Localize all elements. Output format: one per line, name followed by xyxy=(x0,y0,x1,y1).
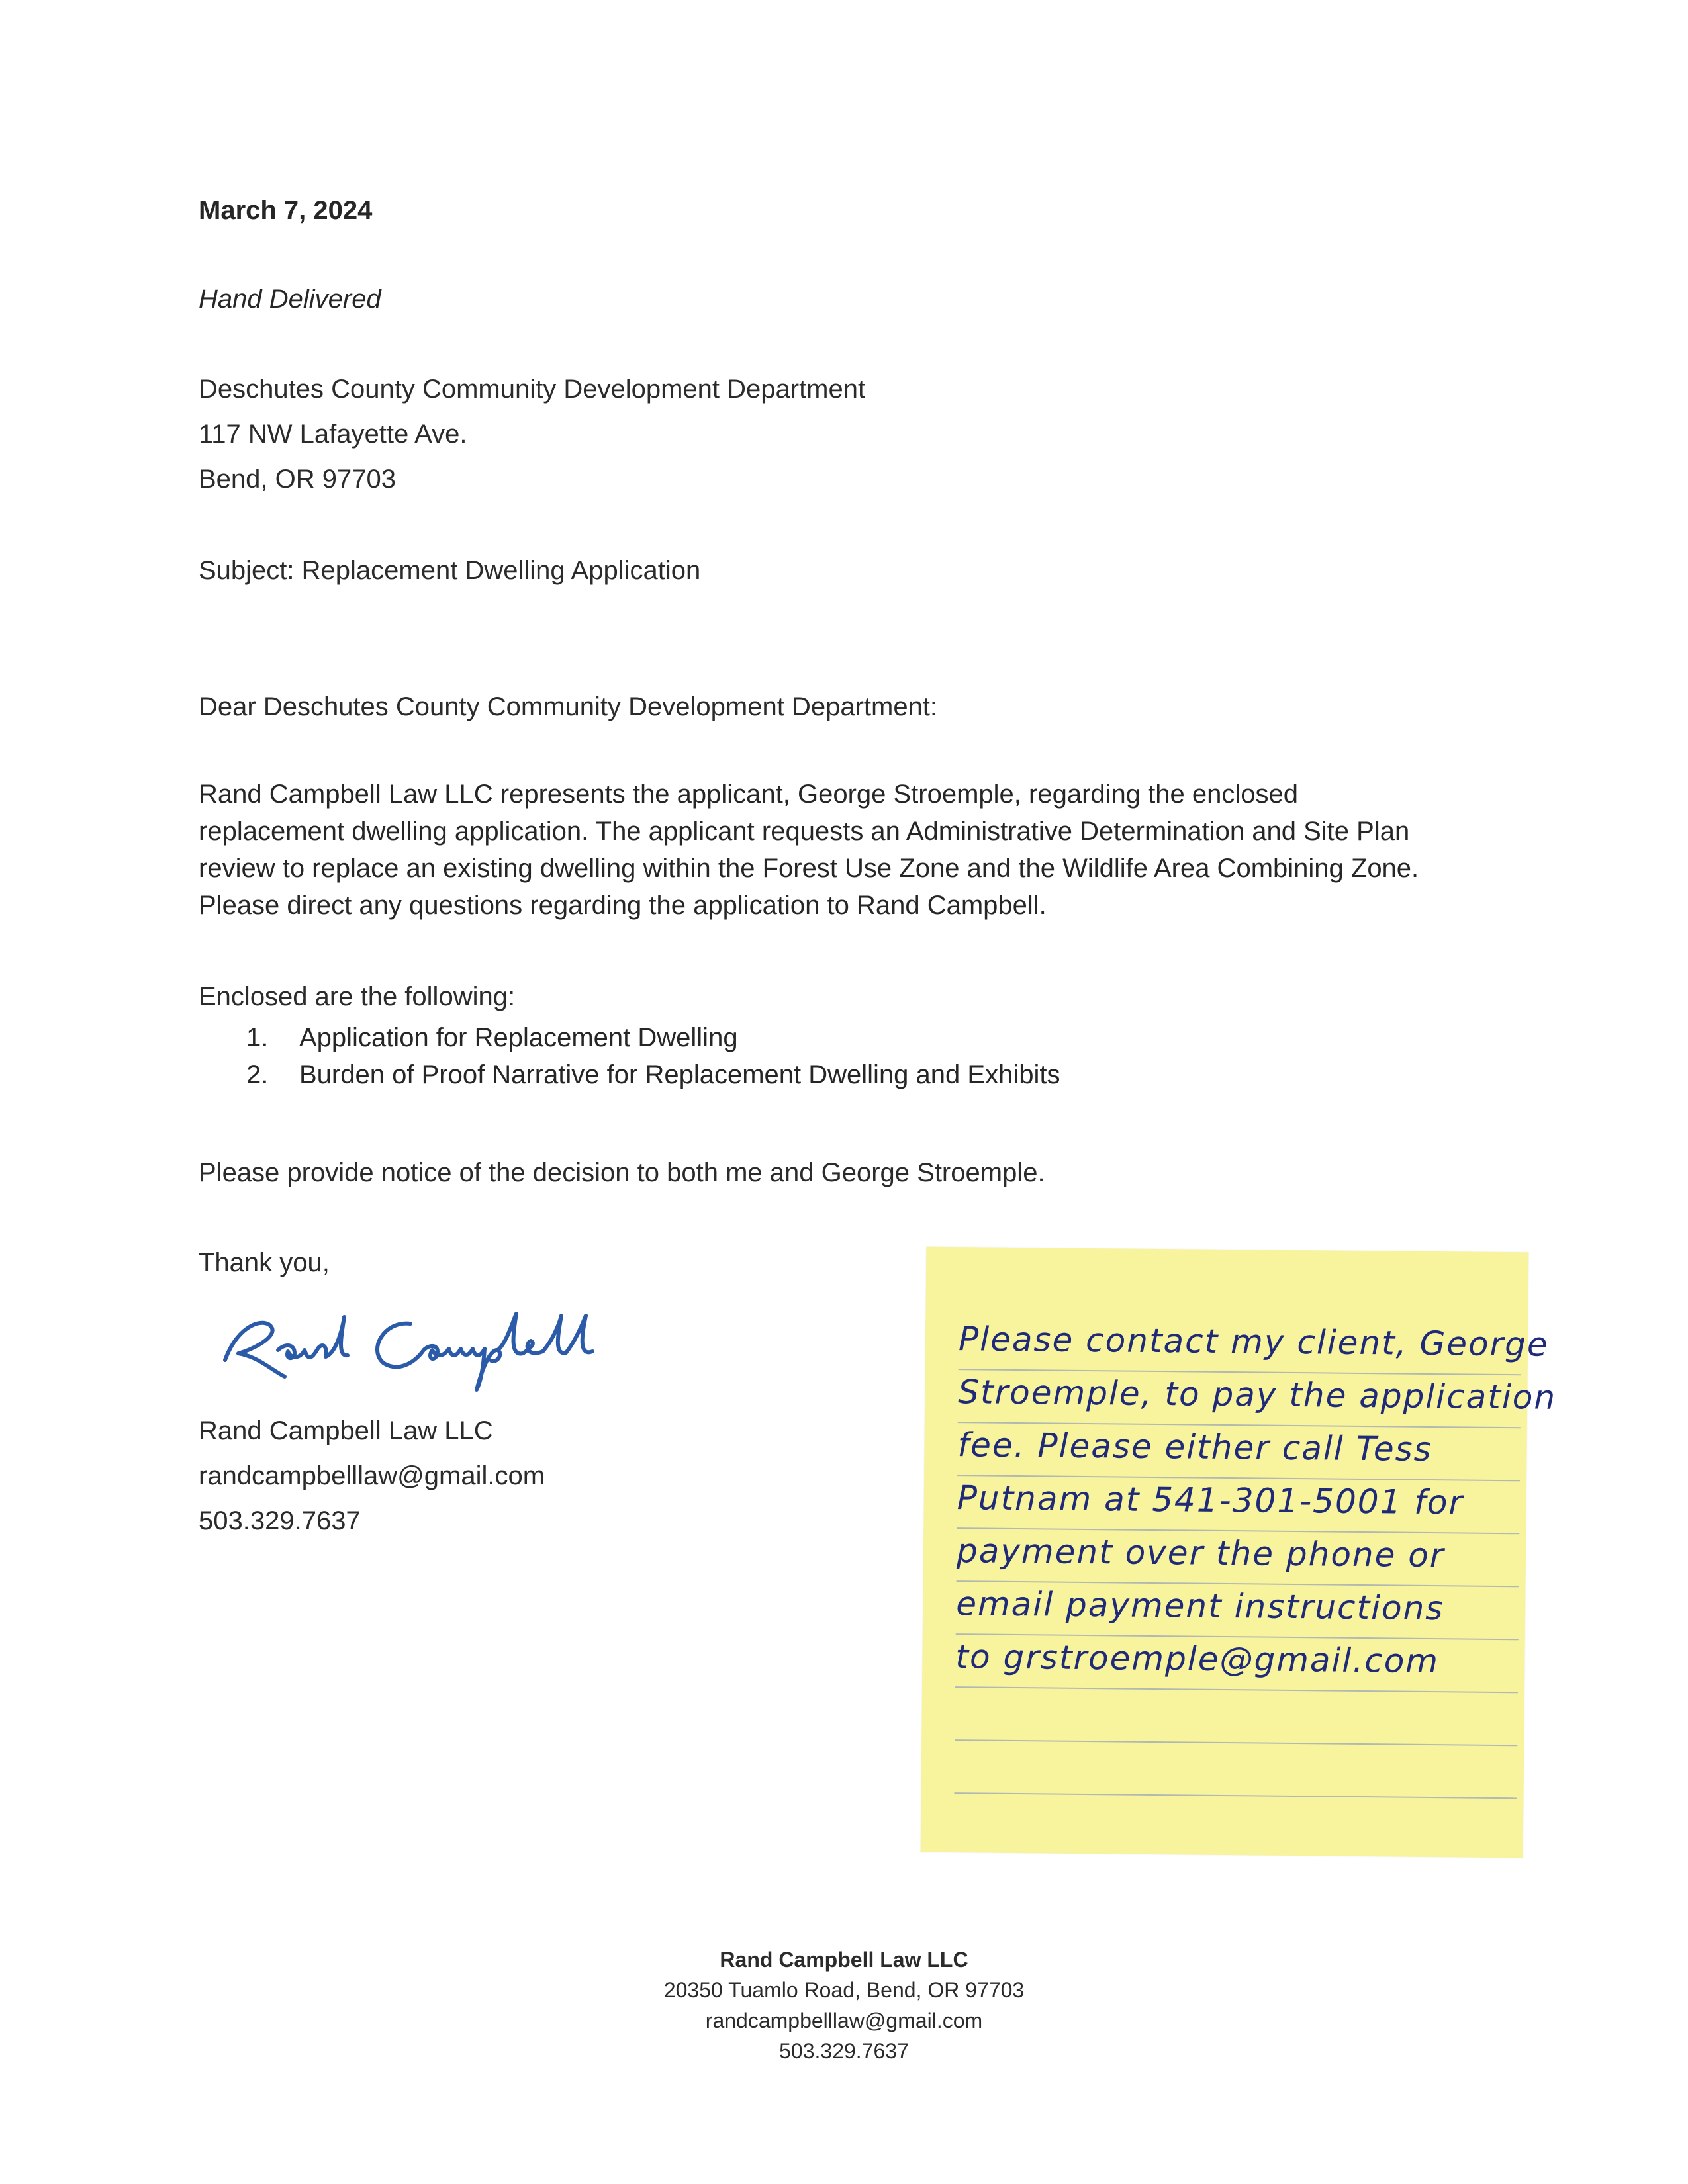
recipient-address xyxy=(199,367,865,502)
note-line: Please contact my client, George xyxy=(958,1320,1549,1364)
list-item xyxy=(246,1019,1060,1056)
enclosed-intro: Enclosed are the following: xyxy=(199,982,516,1011)
list-text: Application for Replacement Dwelling xyxy=(299,1023,738,1052)
salutation: Dear Deschutes County Community Development Department: xyxy=(199,692,938,721)
list-number: 2. xyxy=(246,1060,269,1089)
subject-line: Subject: Replacement Dwelling Application xyxy=(199,556,701,585)
notice-request: Please provide notice of the decision to both me and George Stroemple. xyxy=(199,1158,1045,1187)
enclosure-list xyxy=(246,1019,1060,1093)
note-line: to grstroemple@gmail.com xyxy=(955,1637,1440,1681)
footer-phone: 503.329.7637 xyxy=(779,2039,909,2063)
list-number: 1. xyxy=(246,1023,269,1052)
recipient-street: 117 NW Lafayette Ave. xyxy=(199,420,467,449)
note-line: Putnam at 541-301-5001 for xyxy=(957,1479,1464,1522)
recipient-name: Deschutes County Community Development Department xyxy=(199,375,866,404)
note-line: fee. Please either call Tess xyxy=(957,1426,1433,1469)
paragraph-line: review to replace an existing dwelling within the Forest Use Zone and the Wildlife Area Combining Zone. xyxy=(199,854,1419,883)
letterhead-footer xyxy=(0,1944,1688,2066)
sticky-note xyxy=(921,1247,1557,1858)
note-line: payment over the phone or xyxy=(956,1531,1445,1575)
recipient-city: Bend, OR 97703 xyxy=(199,465,396,494)
footer-firm-name: Rand Campbell Law LLC xyxy=(720,1948,968,1972)
firm-email: randcampbelllaw@gmail.com xyxy=(199,1461,545,1490)
paragraph-line: Please direct any questions regarding the application to Rand Campbell. xyxy=(199,891,1047,920)
paragraph-line: Rand Campbell Law LLC represents the applicant, George Stroemple, regarding the enclosed xyxy=(199,780,1298,809)
list-text: Burden of Proof Narrative for Replacement Dwelling and Exhibits xyxy=(299,1060,1060,1089)
note-line: email payment instructions xyxy=(955,1584,1444,1628)
paragraph-line: replacement dwelling application. The applicant requests an Administrative Determination and Site Plan xyxy=(199,817,1410,846)
delivery-method: Hand Delivered xyxy=(199,285,381,314)
body-paragraph xyxy=(199,776,1516,924)
letter-date: March 7, 2024 xyxy=(199,196,373,225)
firm-name: Rand Campbell Law LLC xyxy=(199,1416,493,1445)
handwritten-signature xyxy=(212,1297,635,1396)
signature-text: Rand Campbell xyxy=(424,1396,428,1397)
footer-address: 20350 Tuamlo Road, Bend, OR 97703 xyxy=(663,1978,1025,2002)
list-item xyxy=(246,1056,1060,1093)
footer-email: randcampbelllaw@gmail.com xyxy=(705,2009,983,2032)
note-line: Stroemple, to pay the application xyxy=(958,1373,1557,1417)
signature-block xyxy=(199,1408,545,1543)
firm-phone: 503.329.7637 xyxy=(199,1506,361,1535)
closing: Thank you, xyxy=(199,1248,330,1277)
